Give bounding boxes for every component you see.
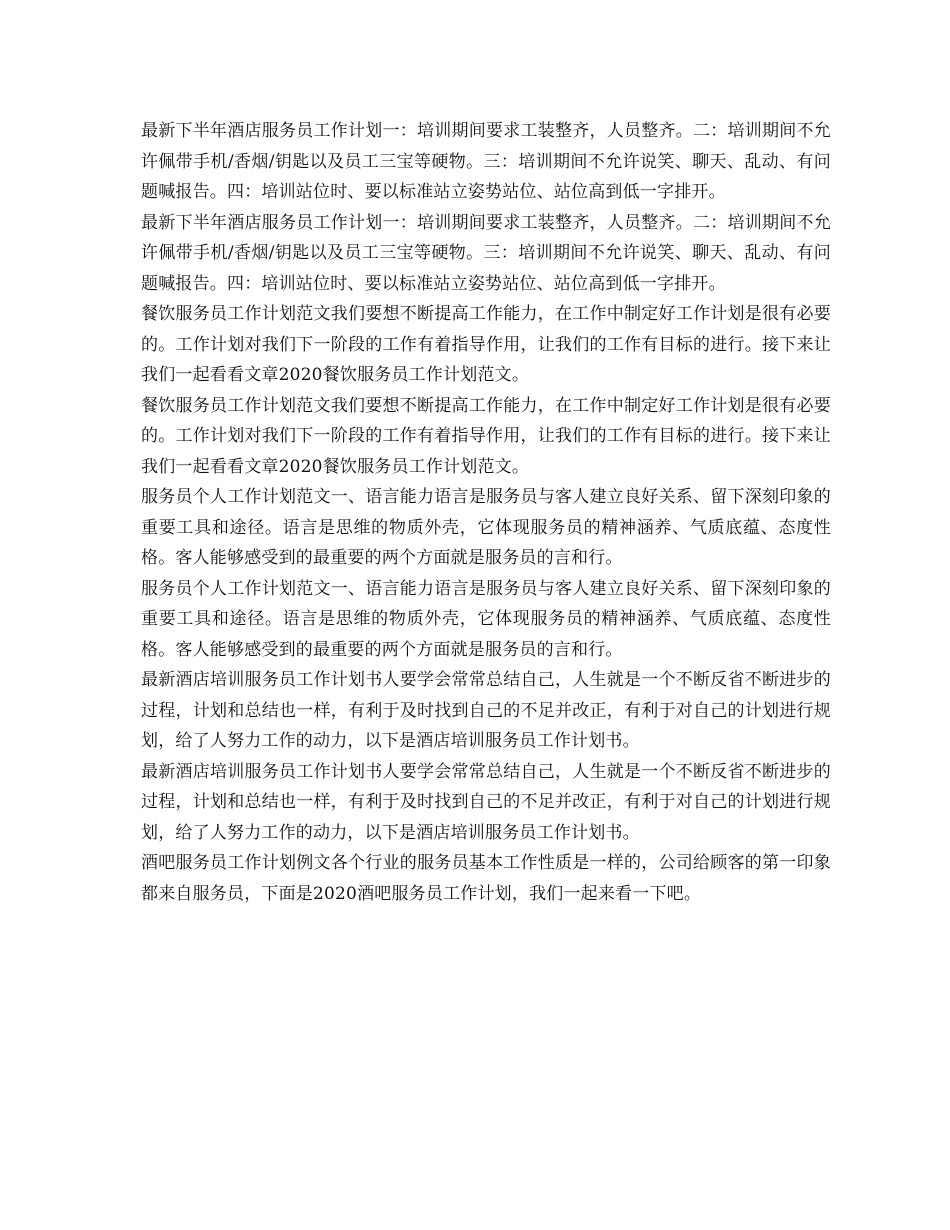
paragraph: 最新酒店培训服务员工作计划书人要学会常常总结自己，人生就是一个不断反省不断进步的过程，计划和总结也一样，有利于及时找到自己的不足并改正，有利于对自己的计划进行规划，给了人努力工作的动力，以下是酒店培训服务员工作计划书。 bbox=[141, 670, 831, 751]
paragraph: 服务员个人工作计划范文一、语言能力语言是服务员与客人建立良好关系、留下深刻印象的重要工具和途径。语言是思维的物质外壳，它体现服务员的精神涵养、气质底蕴、态度性格。客人能够感受到的最重要的两个方面就是服务员的言和行。 bbox=[141, 487, 831, 568]
paragraph: 餐饮服务员工作计划范文我们要想不断提高工作能力，在工作中制定好工作计划是很有必要的。工作计划对我们下一阶段的工作有着指导作用，让我们的工作有目标的进行。接下来让我们一起看看文章2020餐饮服务员工作计划范文。 bbox=[141, 304, 831, 385]
paragraph: 酒吧服务员工作计划例文各个行业的服务员基本工作性质是一样的，公司给顾客的第一印象都来自服务员，下面是2020酒吧服务员工作计划，我们一起来看一下吧。 bbox=[141, 853, 831, 904]
paragraph: 最新下半年酒店服务员工作计划一：培训期间要求工装整齐，人员整齐。二：培训期间不允许佩带手机/香烟/钥匙以及员工三宝等硬物。三：培训期间不允许说笑、聊天、乱动、有问题喊报告。四：培训站位时、要以标准站立姿势站位、站位高到低一字排开。 bbox=[141, 212, 831, 294]
paragraph: 最新酒店培训服务员工作计划书人要学会常常总结自己，人生就是一个不断反省不断进步的过程，计划和总结也一样，有利于及时找到自己的不足并改正，有利于对自己的计划进行规划，给了人努力工作的动力，以下是酒店培训服务员工作计划书。 bbox=[141, 761, 831, 843]
document-body bbox=[141, 116, 831, 909]
paragraph: 最新下半年酒店服务员工作计划一：培训期间要求工装整齐，人员整齐。二：培训期间不允许佩带手机/香烟/钥匙以及员工三宝等硬物。三：培训期间不允许说笑、聊天、乱动、有问题喊报告。四：培训站位时、要以标准站立姿势站位、站位高到低一字排开。 bbox=[141, 121, 831, 202]
paragraph: 餐饮服务员工作计划范文我们要想不断提高工作能力，在工作中制定好工作计划是很有必要的。工作计划对我们下一阶段的工作有着指导作用，让我们的工作有目标的进行。接下来让我们一起看看文章2020餐饮服务员工作计划范文。 bbox=[141, 395, 831, 477]
paragraph: 服务员个人工作计划范文一、语言能力语言是服务员与客人建立良好关系、留下深刻印象的重要工具和途径。语言是思维的物质外壳，它体现服务员的精神涵养、气质底蕴、态度性格。客人能够感受到的最重要的两个方面就是服务员的言和行。 bbox=[141, 578, 831, 660]
